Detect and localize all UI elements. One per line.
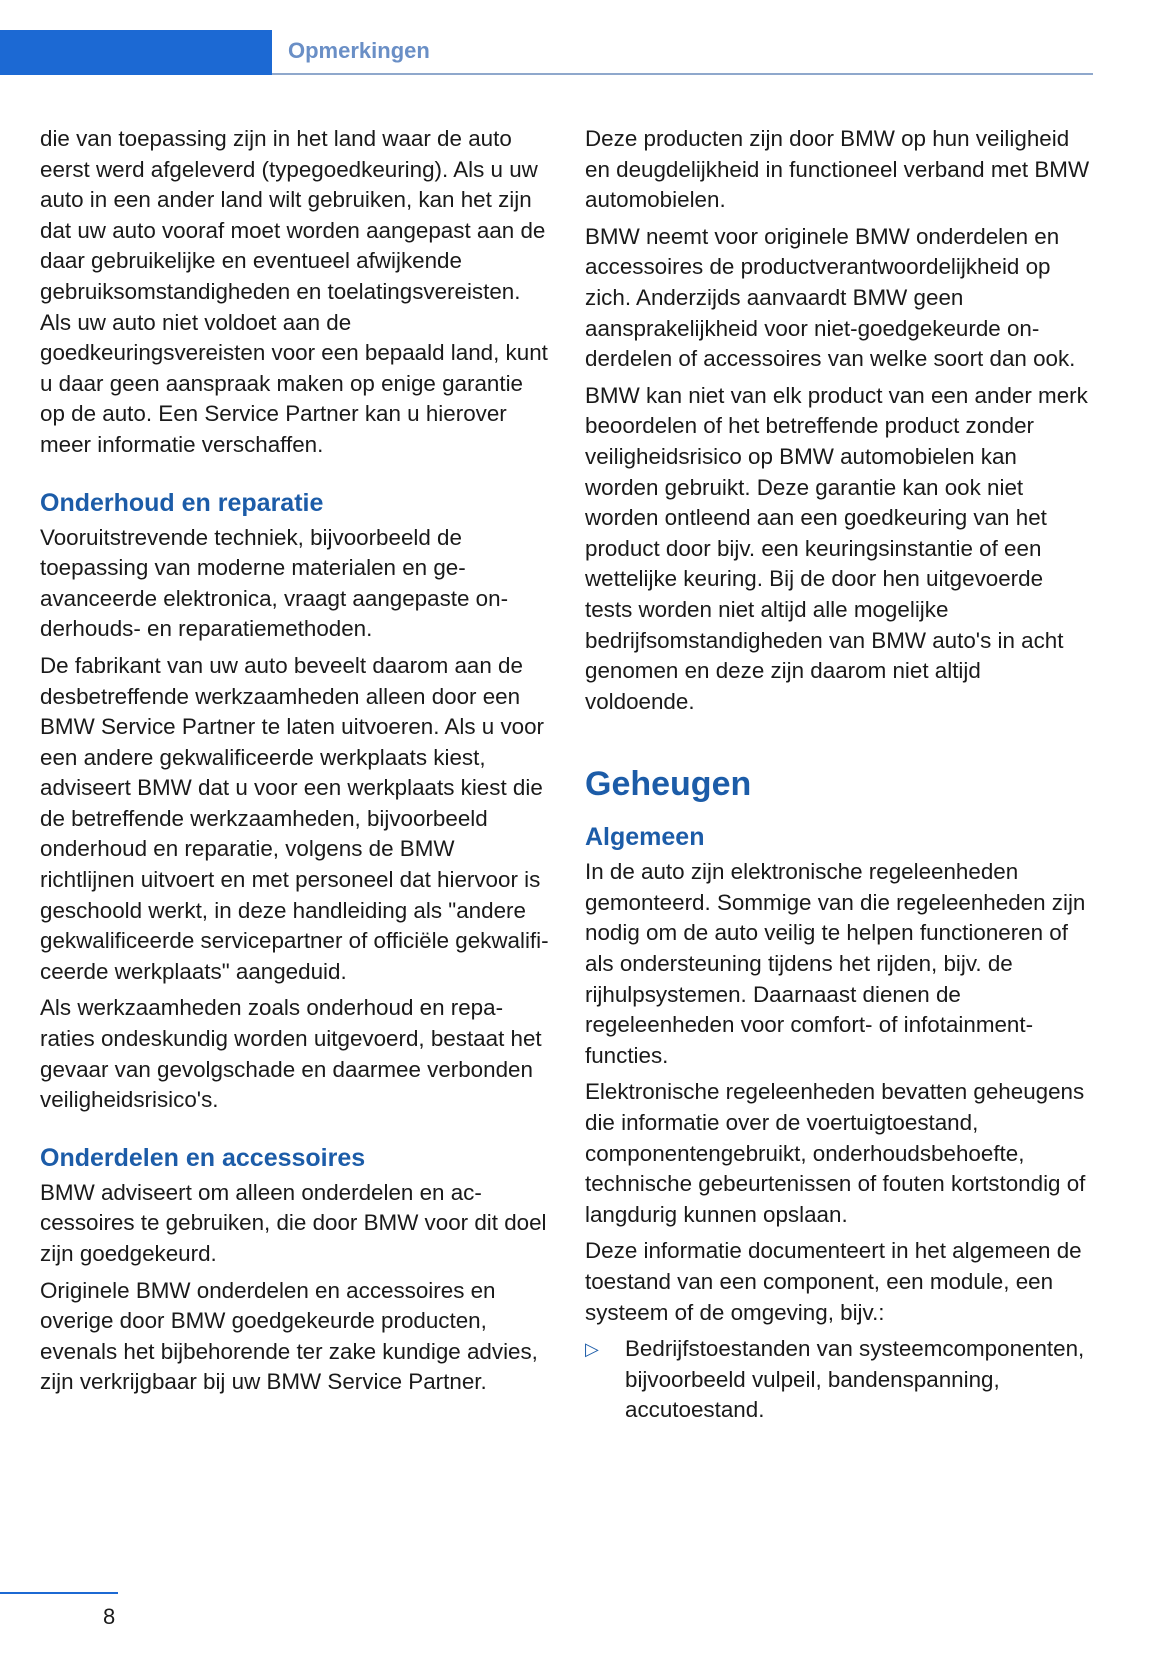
header-divider xyxy=(272,73,1093,75)
paragraph: Deze producten zijn door BMW op hun veiligheid en deugdelijkheid in functioneel verband met BMW automobielen. xyxy=(585,126,1090,213)
triangle-bullet-icon: ▷ xyxy=(585,1339,599,1360)
paragraph: Deze informatie documenteert in het algemeen de toestand van een component, een module, een systeem of de omgeving, bijv.: xyxy=(585,1238,1082,1325)
list-item xyxy=(585,1334,1095,1426)
heading-onderdelen: Onderdelen en accessoires xyxy=(40,1143,366,1172)
heading-onderhoud: Onderhoud en reparatie xyxy=(40,488,324,517)
paragraph: BMW neemt voor originele BMW onderdelen en accessoires de productverantwoordelijkheid op zich. Anderzijds aanvaardt BMW geen aansprakelijkheid voor niet-goedgekeurde onderdelen of accessoires van welke soort dan ook. xyxy=(585,223,1076,372)
paragraph: BMW adviseert om alleen onderdelen en accessoires te gebruiken, die door BMW voor dit doel zijn goedgekeurd. xyxy=(40,1179,547,1266)
paragraph: De fabrikant van uw auto beveelt daarom aan de desbetreffende werkzaamheden alleen door een BMW Service Partner te laten uitvoeren. Als u voor een andere gekwalificeerde werkplaats kiest, adviseert BMW dat u voor een werkplaats kiest die de betreffende werkzaamheden, bijvoorbeeld onderhoud en reparatie, volgens de BMW richtlijnen uitvoert en met personeel dat hiervoor is geschoold werkt, in deze handleiding als "andere gekwalificeerde servicepartner of officiële gekwalificeerde werkplaats" aangeduid. xyxy=(40,652,549,984)
paragraph: Elektronische regeleenheden bevatten geheugens die informatie over de voertuigtoestand, componentengebruikt, onderhoudsbehoefte, technische gebeurtenissen of fouten kortstondig of langdurig kunnen opslaan. xyxy=(585,1079,1086,1227)
paragraph: Als werkzaamheden zoals onderhoud en reparaties ondeskundig worden uitgevoerd, bestaat het gevaar van gevolgschade en daarmee verbonden veiligheidsrisico's. xyxy=(40,995,542,1113)
bullet-list xyxy=(585,1334,1095,1426)
section-title: Opmerkingen xyxy=(288,38,430,63)
heading-algemeen: Algemeen xyxy=(585,823,705,852)
list-item-text: Bedrijfstoestanden van systeemcomponenten, bijvoorbeeld vulpeil, bandenspanning, accutoestand. xyxy=(625,1336,1085,1423)
intro-paragraph: die van toepassing zijn in het land waar de auto eerst werd afgeleverd (typegoedkeuring). Als u uw auto in een ander land wilt gebruiken, kan het zijn dat uw auto vooraf moet worden aangepast aan de daar gebruikelijke en eventueel afwijkende gebruiksomstandigheden en toelatingsvereisten. Als uw auto niet voldoet aan de goedkeuringsvereisten voor een bepaald land, kunt u daar geen aanspraak maken op enige garantie op de auto. Een Service Partner kan u hierover meer informatie verschaffen. xyxy=(40,126,548,457)
chapter-heading: Geheugen xyxy=(585,765,752,804)
paragraph: In de auto zijn elektronische regeleenheden gemonteerd. Sommige van die regeleenheden zijn nodig om de auto veilig te helpen functioneren of als ondersteuning tijdens het rijden, bijv. de rijhulpsystemen. Daarnaast dienen de regeleenheden voor comfort- of infotainmentfuncties. xyxy=(585,859,1086,1068)
footer-divider xyxy=(0,1592,118,1594)
right-column xyxy=(585,124,1095,1426)
paragraph: Vooruitstrevende techniek, bijvoorbeeld de toepassing van moderne materialen en geavanceerde elektronica, vraagt aangepaste onderhouds- en reparatiemethoden. xyxy=(40,524,509,642)
page-number: 8 xyxy=(103,1604,116,1629)
left-column xyxy=(40,124,550,1404)
header-accent-bar xyxy=(0,30,272,75)
paragraph: BMW kan niet van elk product van een ander merk beoordelen of het betreffende product zonder veiligheidsrisico op BMW automobielen kan worden gebruikt. Deze garantie kan ook niet worden ontleend aan een goedkeuring van het product door bijv. een keuringsinstantie of een wettelijke keuring. Bij de door hen uitgevoerde tests worden niet altijd alle mogelijke bedrijfsomstandigheden van BMW auto's in acht genomen en deze zijn daarom niet altijd voldoende. xyxy=(585,382,1088,714)
paragraph: Originele BMW onderdelen en accessoires en overige door BMW goedgekeurde producten, evenals het bijbehorende ter zake kundige advies, zijn verkrijgbaar bij uw BMW Service Partner. xyxy=(40,1277,538,1395)
